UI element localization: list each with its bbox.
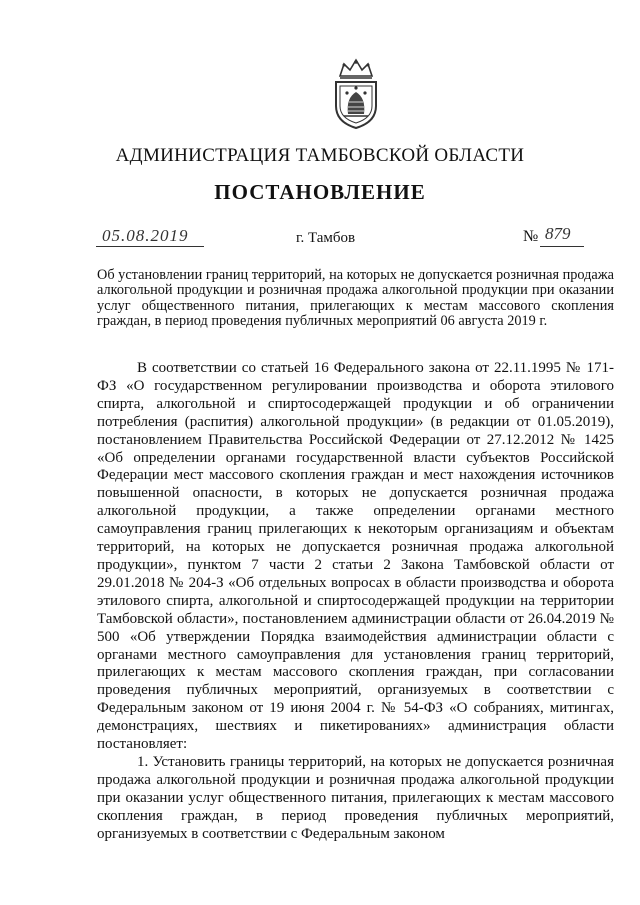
item-1-paragraph: 1. Установить границы территорий, на которых не допускается розничная продажа алкогольной продукции и розничная продажа алкогольной продукции при оказании услуг общественного питания, прилегающих к местам массового скопления граждан, в период проведения публичных мероприятий, организуемых в соответствии с Федеральным законом <box>97 753 614 842</box>
tambov-coat-of-arms-icon <box>326 58 386 130</box>
preamble-paragraph: В соответствии со статьей 16 Федерального закона от 22.11.1995 № 171-ФЗ «О государственном регулировании производства и оборота этилового спирта, алкогольной и спиртосодержащей продукции и об ограничении потребления (распития) алкогольной продукции» (в редакции от 01.05.2019), постановлением Правительства Российской Федерации от 27.12.2012 № 1425 «Об определении органами государственной власти субъектов Российской Федерации мест массового скопления граждан и мест нахождения источников повышенной опасности, в которых не допускается розничная продажа алкогольной продукции, а также определении органами местного самоуправления границ прилегающих к некоторым организациям и объектам территорий, на которых не допускается розничная продажа алкогольной продукции», пунктом 7 части 2 статьи 2 Закона Тамбовской области от 29.01.2018 № 204-З «Об отдельных вопросах в области производства и оборота этилового спирта, алкогольной и спиртосодержащей продукции на территории Тамбовской области», постановлением администрации области от 26.04.2019 № 500 «Об утверждении Порядка взаимодействия администрации области с органами местного самоуправления для установления границ территорий, прилегающих к местам массового скопления граждан, при согласовании проведения публичных мероприятий, организуемых в соответствии с Федеральным законом от 19 июня 2004 г. № 54-ФЗ «О собраниях, митингах, демонстрациях, шествиях и пикетированиях» администрация области постановляет: <box>97 360 614 753</box>
document-number-label: № <box>523 228 539 245</box>
document-date: 05.08.2019 <box>102 226 189 245</box>
document-city: г. Тамбов <box>296 230 356 246</box>
date-underline <box>96 246 204 247</box>
document-body <box>97 360 614 843</box>
administration-title: АДМИНИСТРАЦИЯ ТАМБОВСКОЙ ОБЛАСТИ <box>115 145 525 166</box>
number-underline <box>540 246 584 247</box>
document-type-heading: ПОСТАНОВЛЕНИЕ <box>214 180 426 204</box>
document-subject: Об установлении границ территорий, на которых не допускается розничная продажа алкогольной продукции и розничная продажа алкогольной продукции при оказании услуг общественного питания, прилегающих к местам массового скопления граждан, в период проведения публичных мероприятий 06 августа 2019 г. <box>97 267 614 330</box>
document-number: 879 <box>545 224 571 243</box>
